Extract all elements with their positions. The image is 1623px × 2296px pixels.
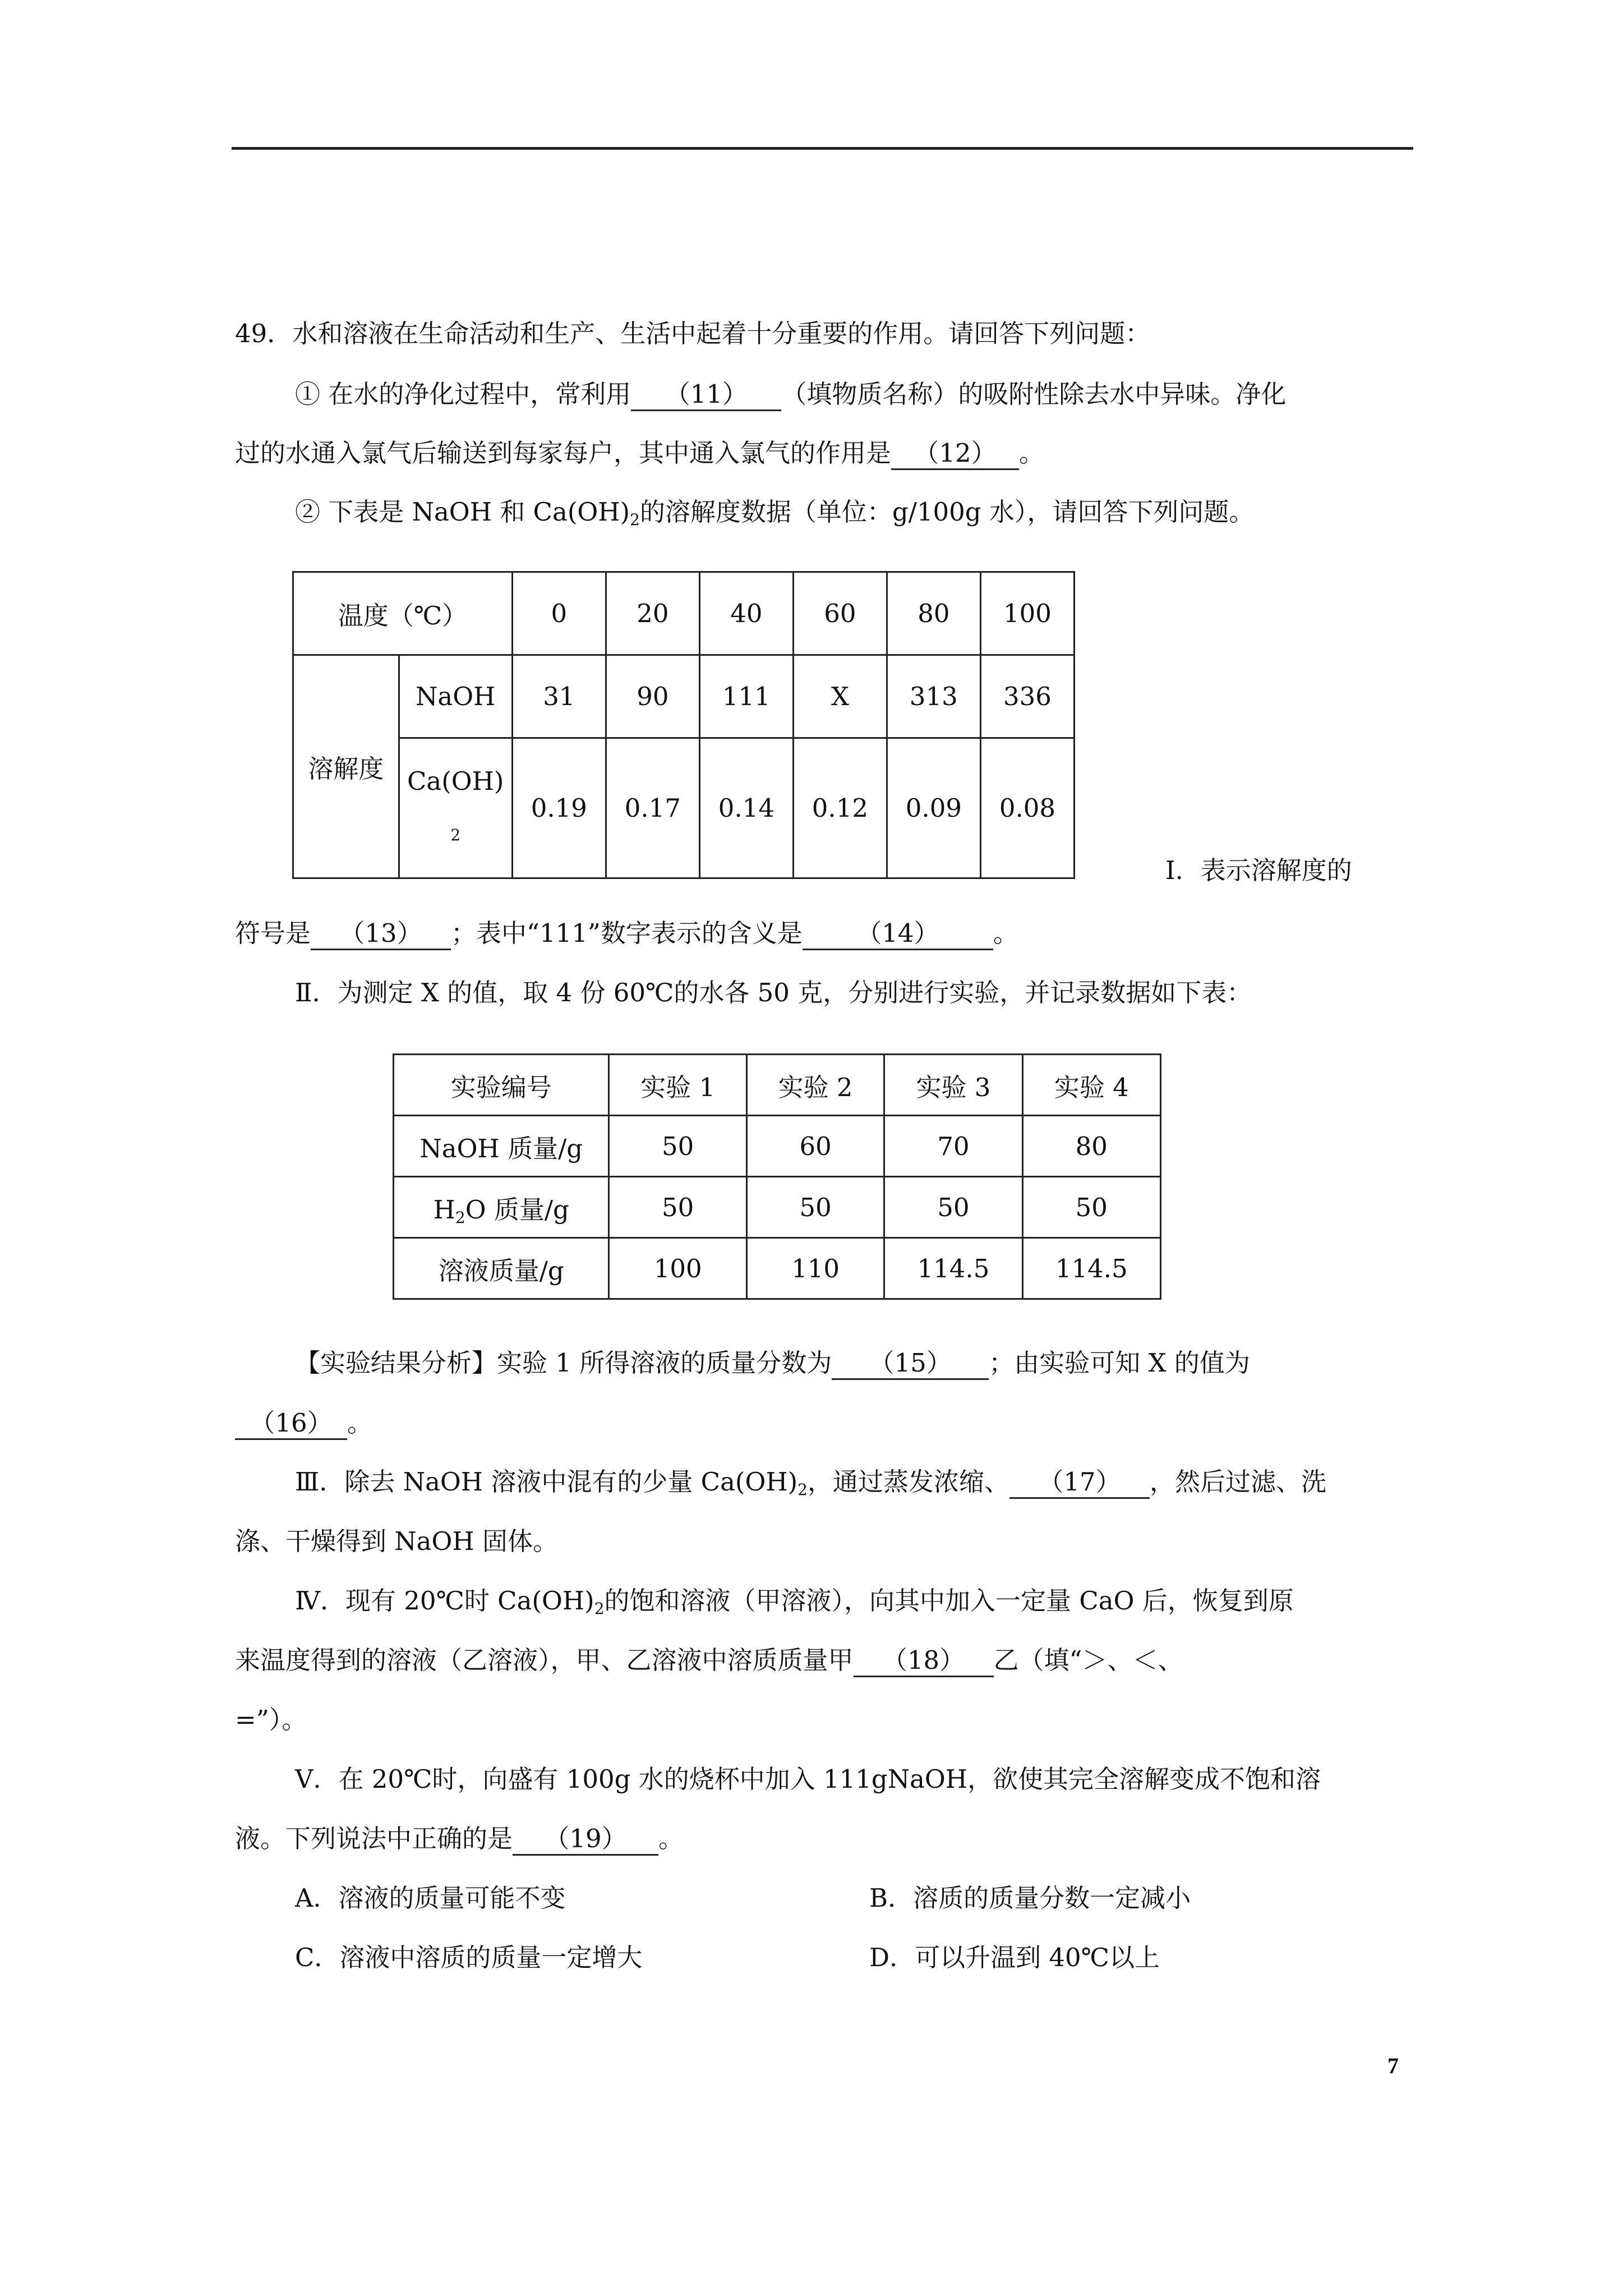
caoh-value: 0.12 — [793, 738, 887, 878]
blank-11[interactable]: （11） — [631, 379, 781, 411]
sub-iii-text-c: ，然后过滤、洗 — [1150, 1467, 1327, 1497]
h2o-mass: 50 — [884, 1177, 1022, 1238]
question-stem-text: 水和溶液在生命活动和生产、生活中起着十分重要的作用。请回答下列问题： — [292, 319, 1151, 348]
h2o-label-sub: 2 — [455, 1208, 465, 1227]
analysis-text-a: 【实验结果分析】实验 1 所得溶液的质量分数为 — [295, 1348, 832, 1378]
part1-text-a: ① 在水的净化过程中，常利用 — [295, 379, 631, 409]
option-d[interactable]: D．可以升温到 40℃以上 — [869, 1943, 1160, 1972]
caoh-value: 0.08 — [980, 738, 1074, 878]
temp-cell: 60 — [793, 572, 887, 655]
part2-intro — [295, 495, 1254, 529]
sub-iv-text-a: Ⅳ．现有 20℃时 Ca(OH) — [295, 1586, 594, 1616]
row-label: NaOH 质量/g — [394, 1116, 609, 1177]
solution-mass: 114.5 — [1022, 1238, 1160, 1299]
naoh-value: X — [793, 655, 887, 738]
h2o-label-b: O 质量/g — [465, 1194, 569, 1225]
sub-iv-subscript: 2 — [594, 1599, 605, 1618]
sub-iv-text-c: 来温度得到的溶液（乙溶液），甲、乙溶液中溶质质量甲 — [235, 1645, 854, 1675]
caoh-value: 0.09 — [887, 738, 980, 878]
part1-line2 — [235, 436, 1044, 470]
blank-15[interactable]: （15） — [832, 1348, 989, 1380]
sub-iii-line — [295, 1465, 1326, 1499]
naoh-value: 31 — [512, 655, 606, 738]
blank-16[interactable]: （16） — [235, 1408, 347, 1440]
header-rule — [232, 147, 1413, 150]
analysis-text-b: ；由实验可知 X 的值为 — [989, 1348, 1250, 1378]
sub-i-text-a: 符号是 — [235, 918, 311, 948]
part2-text-b: 的溶解度数据（单位：g/100g 水），请回答下列问题。 — [639, 497, 1255, 527]
sub-iv-line — [295, 1584, 1294, 1618]
temp-cell: 20 — [606, 572, 699, 655]
naoh-mass: 70 — [884, 1116, 1022, 1177]
table-row — [394, 1177, 1161, 1238]
table-row — [394, 1116, 1161, 1177]
temp-cell: 100 — [980, 572, 1074, 655]
part2-text-a: ② 下表是 NaOH 和 Ca(OH) — [295, 497, 630, 527]
blank-18[interactable]: （18） — [854, 1645, 994, 1677]
part2-subscript: 2 — [630, 510, 640, 529]
header-cell: 实验 4 — [1022, 1055, 1160, 1116]
solution-mass: 114.5 — [884, 1238, 1022, 1299]
sub-iv-line-2 — [235, 1644, 1183, 1677]
option-a[interactable]: A．溶液的质量可能不变 — [295, 1883, 566, 1913]
temp-cell: 0 — [512, 572, 606, 655]
table-row — [394, 1238, 1161, 1299]
table-row — [293, 738, 1075, 878]
blank-14[interactable]: （14） — [803, 918, 993, 950]
question-stem — [235, 317, 1150, 351]
option-c[interactable]: C．溶液中溶质的质量一定增大 — [295, 1943, 643, 1972]
table-row — [293, 655, 1075, 738]
solubility-group-label: 溶解度 — [293, 655, 399, 878]
analysis-line-2 — [235, 1406, 372, 1440]
caoh-value: 0.19 — [512, 738, 606, 878]
solution-mass: 100 — [609, 1238, 746, 1299]
sub-iii-text-a: Ⅲ．除去 NaOH 溶液中混有的少量 Ca(OH) — [295, 1467, 798, 1497]
blank-13[interactable]: （13） — [311, 918, 451, 950]
naoh-value: 313 — [887, 655, 980, 738]
sub-i-line — [235, 917, 1018, 950]
part1-text-b: （填物质名称）的吸附性除去水中异味。净化 — [781, 379, 1287, 409]
h2o-mass: 50 — [1022, 1177, 1160, 1238]
sub-iv-text-d: 乙（填“＞、＜、 — [993, 1645, 1183, 1675]
row-label — [394, 1177, 609, 1238]
naoh-value: 111 — [699, 655, 793, 738]
h2o-mass: 50 — [746, 1177, 884, 1238]
sub-i-lead: Ⅰ．表示溶解度的 — [1165, 855, 1352, 885]
part1-text-c: 过的水通入氯气后输送到每家每户，其中通入氯气的作用是 — [235, 438, 892, 468]
table-row — [394, 1055, 1161, 1116]
page-number: 7 — [1387, 2053, 1399, 2078]
caoh-label-sub: 2 — [450, 825, 461, 844]
temp-cell: 40 — [699, 572, 793, 655]
blank-17[interactable]: （17） — [1009, 1467, 1150, 1499]
experiment-table — [393, 1053, 1161, 1300]
solution-mass: 110 — [746, 1238, 884, 1299]
table-row — [293, 572, 1075, 655]
blank-19[interactable]: （19） — [513, 1824, 658, 1856]
analysis-line — [295, 1346, 1250, 1380]
header-cell: 实验 2 — [746, 1055, 884, 1116]
sub-iv-line-3: =”）。 — [235, 1705, 307, 1734]
sub-ii-text: Ⅱ．为测定 X 的值，取 4 份 60℃的水各 50 克，分别进行实验，并记录数据如下表： — [295, 978, 1252, 1007]
sub-i-text-b: ；表中“111”数字表示的含义是 — [451, 918, 803, 948]
caoh-value: 0.14 — [699, 738, 793, 878]
sub-v-text-a: 液。下列说法中正确的是 — [235, 1824, 513, 1853]
naoh-mass: 50 — [609, 1116, 746, 1177]
naoh-mass: 60 — [746, 1116, 884, 1177]
sub-v-line-2 — [235, 1822, 684, 1856]
blank-12[interactable]: （12） — [891, 438, 1019, 470]
sub-v-text-b: 。 — [658, 1824, 684, 1853]
sub-iii-line-2: 涤、干燥得到 NaOH 固体。 — [235, 1526, 558, 1556]
caoh-label-main: Ca(OH) — [407, 766, 504, 796]
analysis-text-c: 。 — [347, 1408, 373, 1438]
naoh-label: NaOH — [399, 655, 512, 738]
sub-i-text-c: 。 — [993, 918, 1018, 948]
sub-iv-text-b: 的饱和溶液（甲溶液），向其中加入一定量 CaO 后，恢复到原 — [604, 1586, 1294, 1616]
h2o-mass: 50 — [609, 1177, 746, 1238]
part1-text-d: 。 — [1019, 438, 1045, 468]
row-label: 溶液质量/g — [394, 1238, 609, 1299]
header-cell: 实验编号 — [394, 1055, 609, 1116]
temp-cell: 80 — [887, 572, 980, 655]
temperature-header: 温度（℃） — [293, 572, 513, 655]
h2o-label-a: H — [433, 1194, 455, 1225]
question-number: 49． — [235, 319, 293, 348]
caoh-value: 0.17 — [606, 738, 699, 878]
sub-v-line: Ⅴ．在 20℃时，向盛有 100g 水的烧杯中加入 111gNaOH，欲使其完全溶解变成不饱和溶 — [295, 1764, 1321, 1794]
naoh-value: 90 — [606, 655, 699, 738]
part1-line1 — [295, 378, 1286, 411]
header-cell: 实验 1 — [609, 1055, 746, 1116]
option-b[interactable]: B．溶质的质量分数一定减小 — [869, 1883, 1191, 1913]
sub-iii-subscript: 2 — [797, 1480, 808, 1499]
naoh-mass: 80 — [1022, 1116, 1160, 1177]
sub-iii-text-b: ，通过蒸发浓缩、 — [807, 1467, 1009, 1497]
solubility-table — [292, 571, 1075, 879]
caoh-label — [399, 738, 512, 878]
header-cell: 实验 3 — [884, 1055, 1022, 1116]
naoh-value: 336 — [980, 655, 1074, 738]
